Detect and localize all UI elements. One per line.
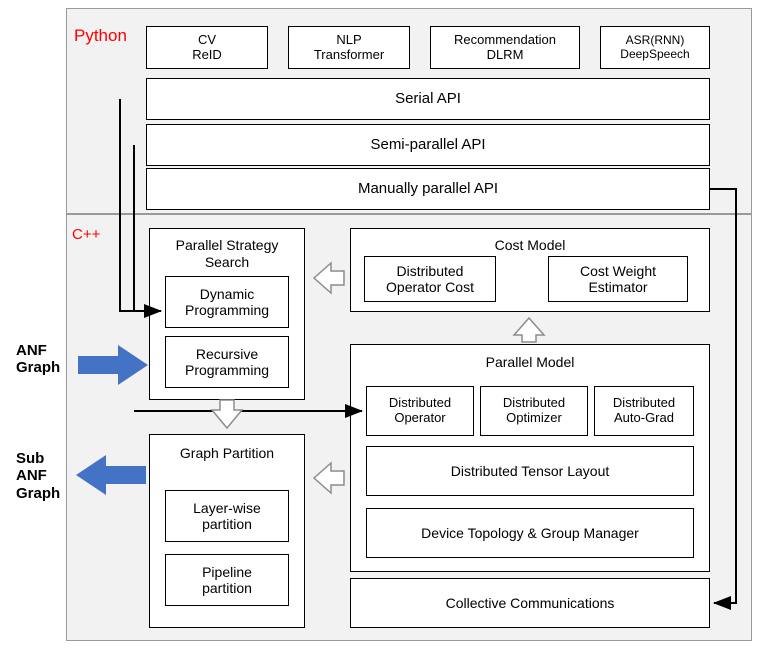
cost-weight-estimator-line1: Cost Weight bbox=[580, 262, 656, 279]
app-box-asr-deepspeech[interactable] bbox=[600, 26, 710, 69]
app-nlp-line2: Transformer bbox=[313, 46, 385, 62]
dynamic-programming-box[interactable] bbox=[165, 276, 289, 328]
app-rec-line2: DLRM bbox=[486, 46, 524, 62]
pipeline-partition-line1: Pipeline bbox=[202, 563, 252, 580]
distributed-tensor-layout-box[interactable] bbox=[366, 446, 694, 496]
distributed-auto-grad-line2: Auto-Grad bbox=[614, 410, 674, 425]
distributed-operator-cost-box[interactable] bbox=[364, 256, 496, 302]
app-cv-reid-line2: ReID bbox=[192, 46, 222, 62]
app-box-nlp-transformer[interactable] bbox=[288, 26, 410, 69]
distributed-operator-line1: Distributed bbox=[388, 395, 452, 411]
distributed-optimizer-line1: Distributed bbox=[502, 395, 566, 411]
collective-communications-label: Collective Communications bbox=[445, 594, 615, 611]
api-manually-parallel-label: Manually parallel API bbox=[357, 180, 499, 198]
parallel-model-title: Parallel Model bbox=[485, 354, 575, 370]
collective-communications-box[interactable] bbox=[350, 578, 710, 628]
input-anf-graph-label bbox=[16, 342, 60, 377]
cost-weight-estimator-box[interactable] bbox=[548, 256, 688, 302]
api-box-semi-parallel[interactable] bbox=[146, 124, 710, 166]
device-topology-group-manager-label: Device Topology & Group Manager bbox=[421, 524, 639, 541]
parallel-strategy-search-title-line2: Search bbox=[204, 254, 250, 270]
cost-model-title: Cost Model bbox=[494, 237, 566, 253]
distributed-optimizer-box[interactable] bbox=[480, 386, 588, 436]
distributed-operator-cost-line1: Distributed bbox=[396, 262, 464, 279]
input-label-line2: Graph bbox=[16, 359, 61, 377]
pipeline-partition-line2: partition bbox=[202, 580, 252, 596]
output-label-line2: ANF bbox=[16, 467, 47, 485]
distributed-operator-line2: Operator bbox=[394, 410, 446, 425]
parallel-strategy-search-title-line1: Parallel Strategy bbox=[175, 237, 279, 253]
distributed-tensor-layout-label: Distributed Tensor Layout bbox=[450, 462, 610, 479]
distributed-operator-box[interactable] bbox=[366, 386, 474, 436]
output-label-line3: Graph bbox=[16, 484, 61, 502]
api-box-manually-parallel[interactable] bbox=[146, 168, 710, 210]
device-topology-group-manager-box[interactable] bbox=[366, 508, 694, 558]
app-asr-line1: ASR(RNN) bbox=[625, 32, 685, 47]
app-box-cv-reid[interactable] bbox=[146, 26, 268, 69]
input-label-line1: ANF bbox=[16, 342, 47, 359]
layer-wise-partition-line1: Layer-wise bbox=[193, 499, 261, 516]
recursive-programming-box[interactable] bbox=[165, 336, 289, 388]
app-asr-line2: DeepSpeech bbox=[620, 46, 690, 61]
api-semi-parallel-label: Semi-parallel API bbox=[370, 136, 486, 154]
app-nlp-line1: NLP bbox=[336, 31, 362, 47]
app-cv-reid-line1: CV bbox=[197, 31, 217, 47]
layer-wise-partition-box[interactable] bbox=[165, 490, 289, 542]
app-box-recommendation-dlrm[interactable] bbox=[430, 26, 580, 69]
app-rec-line1: Recommendation bbox=[454, 31, 556, 47]
cpp-label: C++ bbox=[72, 226, 101, 243]
dynamic-programming-line1: Dynamic bbox=[199, 285, 255, 302]
recursive-programming-line1: Recursive bbox=[195, 345, 259, 362]
cost-weight-estimator-line2: Estimator bbox=[588, 279, 648, 295]
output-sub-anf-graph-label bbox=[16, 450, 60, 502]
api-box-serial[interactable] bbox=[146, 78, 710, 120]
distributed-auto-grad-box[interactable] bbox=[594, 386, 694, 436]
output-label-line1: Sub bbox=[16, 450, 45, 467]
python-label: Python bbox=[74, 26, 127, 45]
distributed-operator-cost-line2: Operator Cost bbox=[386, 279, 474, 295]
distributed-optimizer-line2: Optimizer bbox=[506, 410, 562, 425]
distributed-auto-grad-line1: Distributed bbox=[612, 395, 676, 411]
pipeline-partition-box[interactable] bbox=[165, 554, 289, 606]
recursive-programming-line2: Programming bbox=[184, 362, 270, 378]
graph-partition-title: Graph Partition bbox=[179, 445, 275, 461]
layer-wise-partition-line2: partition bbox=[202, 516, 252, 532]
dynamic-programming-line2: Programming bbox=[184, 302, 270, 318]
api-serial-label: Serial API bbox=[395, 90, 461, 108]
